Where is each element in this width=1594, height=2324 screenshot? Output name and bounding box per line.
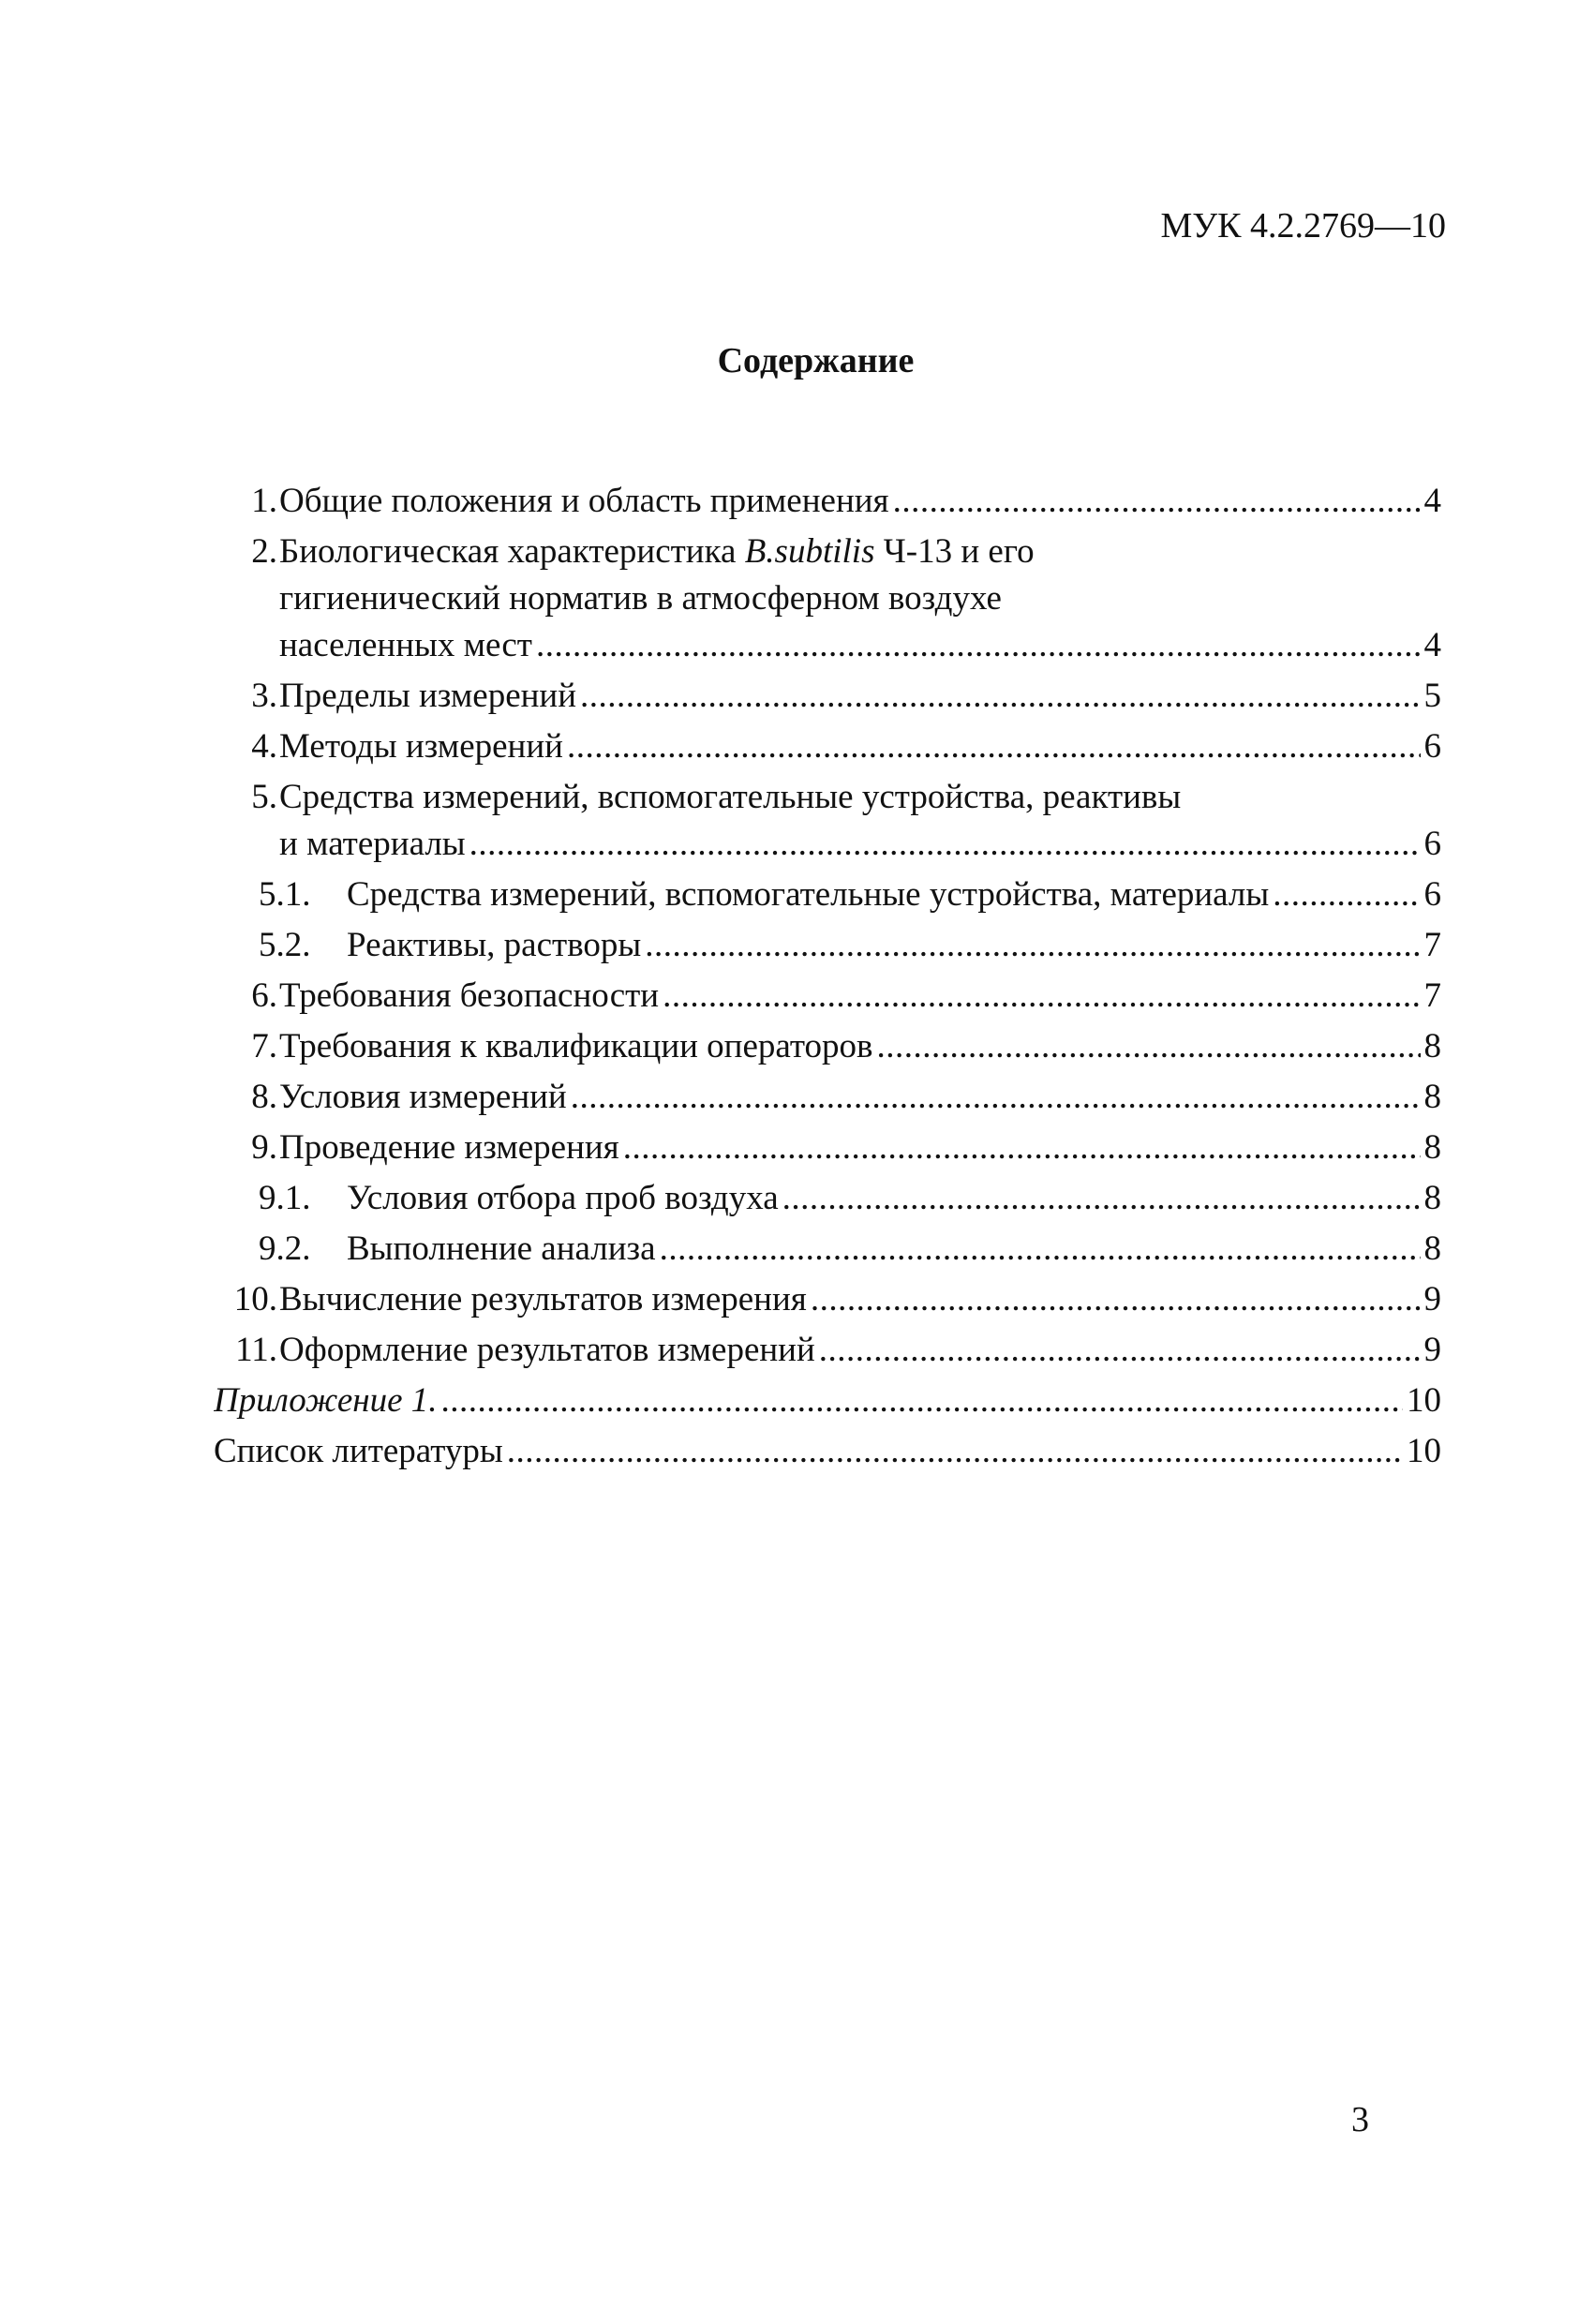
toc-entry-page: 5 [1423,677,1441,715]
toc-subentry[interactable] [214,872,1441,918]
toc-entry-number: 8. [251,1078,277,1116]
toc-entry-page: 4 [1423,626,1441,664]
toc-entry-page: 10 [1407,1381,1441,1420]
toc-entry-references[interactable] [214,1428,1441,1475]
toc-entry-title: Требования к квалификации операторов [279,1027,873,1065]
toc-entry[interactable] [214,774,1441,868]
page-number: 3 [1351,2100,1369,2139]
toc-entry-number: 9.2. [259,1229,311,1268]
toc-entry-page: 8 [1423,1078,1441,1116]
dot-leader [571,1074,1421,1121]
toc-entry-page: 7 [1423,976,1441,1015]
toc-entry-page: 8 [1423,1128,1441,1167]
toc-entry-title: Вычисление результатов измерения [279,1280,807,1318]
toc-entry-title: Требования безопасности [279,976,660,1015]
toc-entry-number: 7. [251,1027,277,1065]
toc-entry-page: 4 [1423,482,1441,520]
dot-leader [819,1327,1421,1374]
toc-entry[interactable] [214,973,1441,1020]
dot-leader [893,478,1421,525]
dot-leader [580,673,1420,720]
toc-entry-title: и материалы [279,825,466,863]
dot-leader [877,1023,1421,1070]
dot-leader [645,922,1420,969]
toc-entry-number: 9.1. [259,1179,311,1217]
toc-entry-appendix[interactable] [214,1378,1441,1424]
toc-entry-page: 9 [1423,1280,1441,1318]
toc-entry-number: 6. [251,976,277,1015]
species-name: B.subtilis [744,532,875,571]
dot-leader [536,622,1421,669]
toc-entry-page: 6 [1423,825,1441,863]
toc-entry[interactable] [214,529,1441,669]
toc-entry[interactable] [214,1125,1441,1171]
toc-entry-number: 11. [235,1331,277,1369]
toc-entry-number: 5.2. [259,926,311,964]
toc-entry-title-line: гигиенический норматив в атмосферном воздухе [279,579,1002,618]
toc-entry-title: Выполнение анализа [347,1229,656,1268]
toc-entry-number: 5.1. [259,875,311,914]
table-of-contents [214,478,1441,1475]
toc-entry-page: 10 [1407,1432,1441,1470]
toc-entry-number: 4. [251,727,277,766]
toc-entry[interactable] [214,1074,1441,1121]
toc-entry-title-line: Биологическая характеристика B.subtilis Ч-13 и его [279,532,1035,571]
toc-subentry[interactable] [214,922,1441,969]
toc-entry-page: 9 [1423,1331,1441,1369]
toc-entry-page: 8 [1423,1027,1441,1065]
toc-entry[interactable] [214,673,1441,720]
toc-entry-number: 5. [251,778,277,816]
toc-entry-title: Реактивы, растворы [347,926,642,964]
toc-entry-title: Приложение 1. [214,1381,438,1420]
toc-entry-title: Оформление результатов измерений [279,1331,815,1369]
toc-entry-title: Методы измерений [279,727,563,766]
toc-entry-page: 6 [1423,727,1441,766]
dot-leader [441,1378,1403,1424]
toc-entry-title: Список литературы [214,1432,503,1470]
toc-entry-page: 6 [1423,875,1441,914]
toc-entry[interactable] [214,723,1441,770]
toc-subentry[interactable] [214,1226,1441,1273]
dot-leader [663,973,1420,1020]
dot-leader [567,723,1421,770]
toc-entry-title: населенных мест [279,626,532,664]
toc-entry-number: 9. [251,1128,277,1167]
dot-leader [469,821,1421,868]
toc-entry-title: Проведение измерения [279,1128,619,1167]
toc-entry-title-line: Средства измерений, вспомогательные устройства, реактивы [279,778,1182,816]
toc-entry-title: Средства измерений, вспомогательные устройства, материалы [347,875,1270,914]
toc-entry[interactable] [214,1023,1441,1070]
document-code: МУК 4.2.2769—10 [1160,206,1446,246]
toc-entry[interactable] [214,1327,1441,1374]
toc-subentry[interactable] [214,1175,1441,1222]
dot-leader [1273,872,1420,918]
toc-heading: Содержание [717,341,915,380]
toc-entry[interactable] [214,1276,1441,1323]
toc-entry-title: Условия измерений [279,1078,567,1116]
toc-entry-title: Общие положения и область применения [279,482,889,520]
toc-entry-number: 1. [251,482,277,520]
toc-entry-number: 3. [251,677,277,715]
dot-leader [660,1226,1421,1273]
toc-entry-page: 8 [1423,1179,1441,1217]
dot-leader [507,1428,1403,1475]
dot-leader [623,1125,1421,1171]
toc-entry-number: 10. [233,1280,277,1318]
dot-leader [811,1276,1421,1323]
toc-entry-title: Пределы измерений [279,677,577,715]
toc-entry-page: 8 [1423,1229,1441,1268]
toc-entry[interactable] [214,478,1441,525]
toc-entry-title: Условия отбора проб воздуха [347,1179,779,1217]
toc-entry-number: 2. [251,532,277,571]
toc-entry-page: 7 [1423,926,1441,964]
dot-leader [782,1175,1421,1222]
